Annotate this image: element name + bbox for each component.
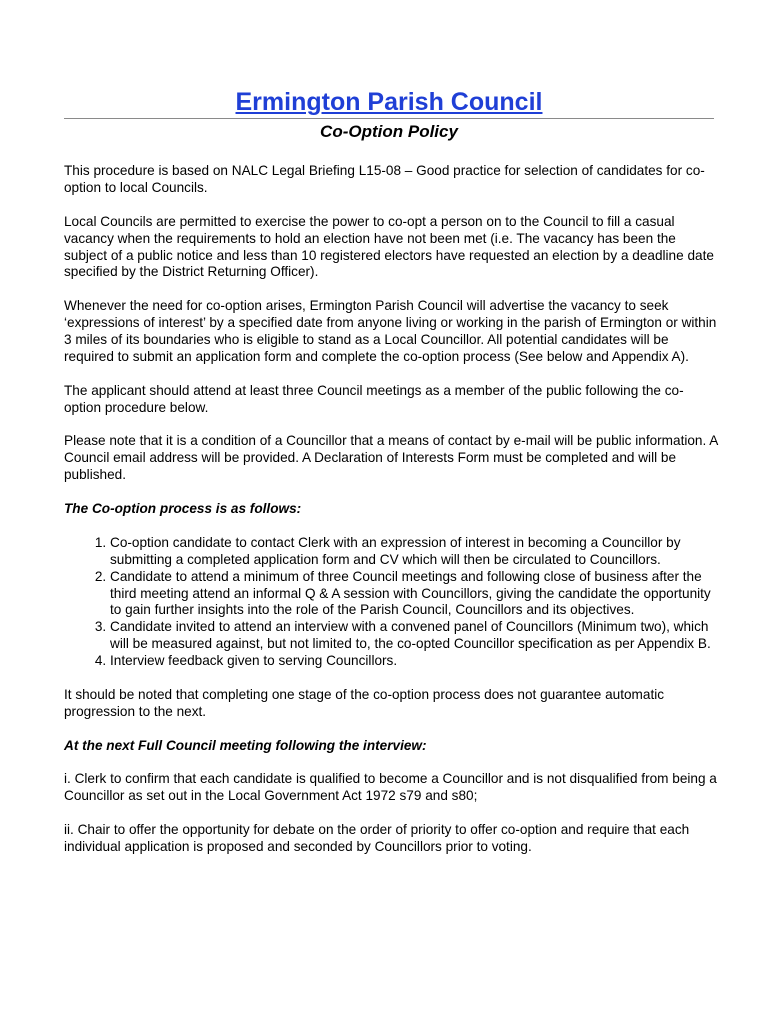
meeting-item: ii. Chair to offer the opportunity for debate on the order of priority to offer co-option and require that each individual application is proposed and seconded by Councillors prior to voting. — [64, 822, 690, 855]
progression-note: It should be noted that completing one stage of the co-option process does not guarantee automatic progression to the next. — [64, 686, 665, 719]
process-steps-list — [64, 535, 720, 670]
process-step: 1. Co-option candidate to contact Clerk with an expression of interest in becoming a Councillor by submitting a completed application form and CV which will then be circulated to Councillors. — [110, 535, 720, 569]
advertising-paragraph: Whenever the need for co-option arises, Ermington Parish Council will advertise the vacancy to seek ‘expressions of interest’ by a specified date from anyone living or working in the parish of Ermington or within 3 miles of its boundaries who is eligible to stand as a Local Councillor. All potential candidates will be required to submit an application form and complete the co-option process (See below and Appendix A). — [64, 298, 717, 364]
process-heading: The Co-option process is as follows: — [64, 501, 302, 517]
meeting-item: i. Clerk to confirm that each candidate is qualified to become a Councillor and is not disqualified from being a Councillor as set out in the Local Government Act 1972 s79 and s80; — [64, 771, 717, 804]
page-subtitle: Co-Option Policy — [320, 122, 458, 141]
title-divider — [64, 118, 714, 119]
vacancy-paragraph: Local Councils are permitted to exercise the power to co-opt a person on to the Council to fill a casual vacancy when the requirements to hold an election have not been met (i.e. The vacancy has been the subject of a public notice and less than 10 registered electors have requested an election by a deadline date specified by the District Returning Officer). — [64, 213, 714, 280]
process-step: 3. Candidate invited to attend an interview with a convened panel of Councillors (Minimum two), which will be measured against, but not limited to, the co-opted Councillor specification as per Appendix B. — [110, 619, 720, 653]
contact-paragraph: Please note that it is a condition of a Councillor that a means of contact by e-mail will be public information. A Council email address will be provided. A Declaration of Interests Form must be completed and will be published. — [64, 433, 718, 483]
intro-paragraph: This procedure is based on NALC Legal Briefing L15-08 – Good practice for selection of candidates for co-option to local Councils. — [64, 163, 705, 195]
document-body — [64, 163, 720, 873]
attendance-paragraph: The applicant should attend at least three Council meetings as a member of the public following the co-option procedure below. — [64, 382, 684, 415]
process-step: 2. Candidate to attend a minimum of three Council meetings and following close of business after the third meeting attend an informal Q & A session with Councillors, giving the candidate the opportunity to gain further insights into the role of the Parish Council, Councillors and its objectives. — [110, 569, 720, 620]
process-step: 4. Interview feedback given to serving Councillors. — [110, 653, 720, 670]
meeting-heading: At the next Full Council meeting following the interview: — [64, 737, 427, 753]
page-title: Ermington Parish Council — [235, 88, 543, 116]
